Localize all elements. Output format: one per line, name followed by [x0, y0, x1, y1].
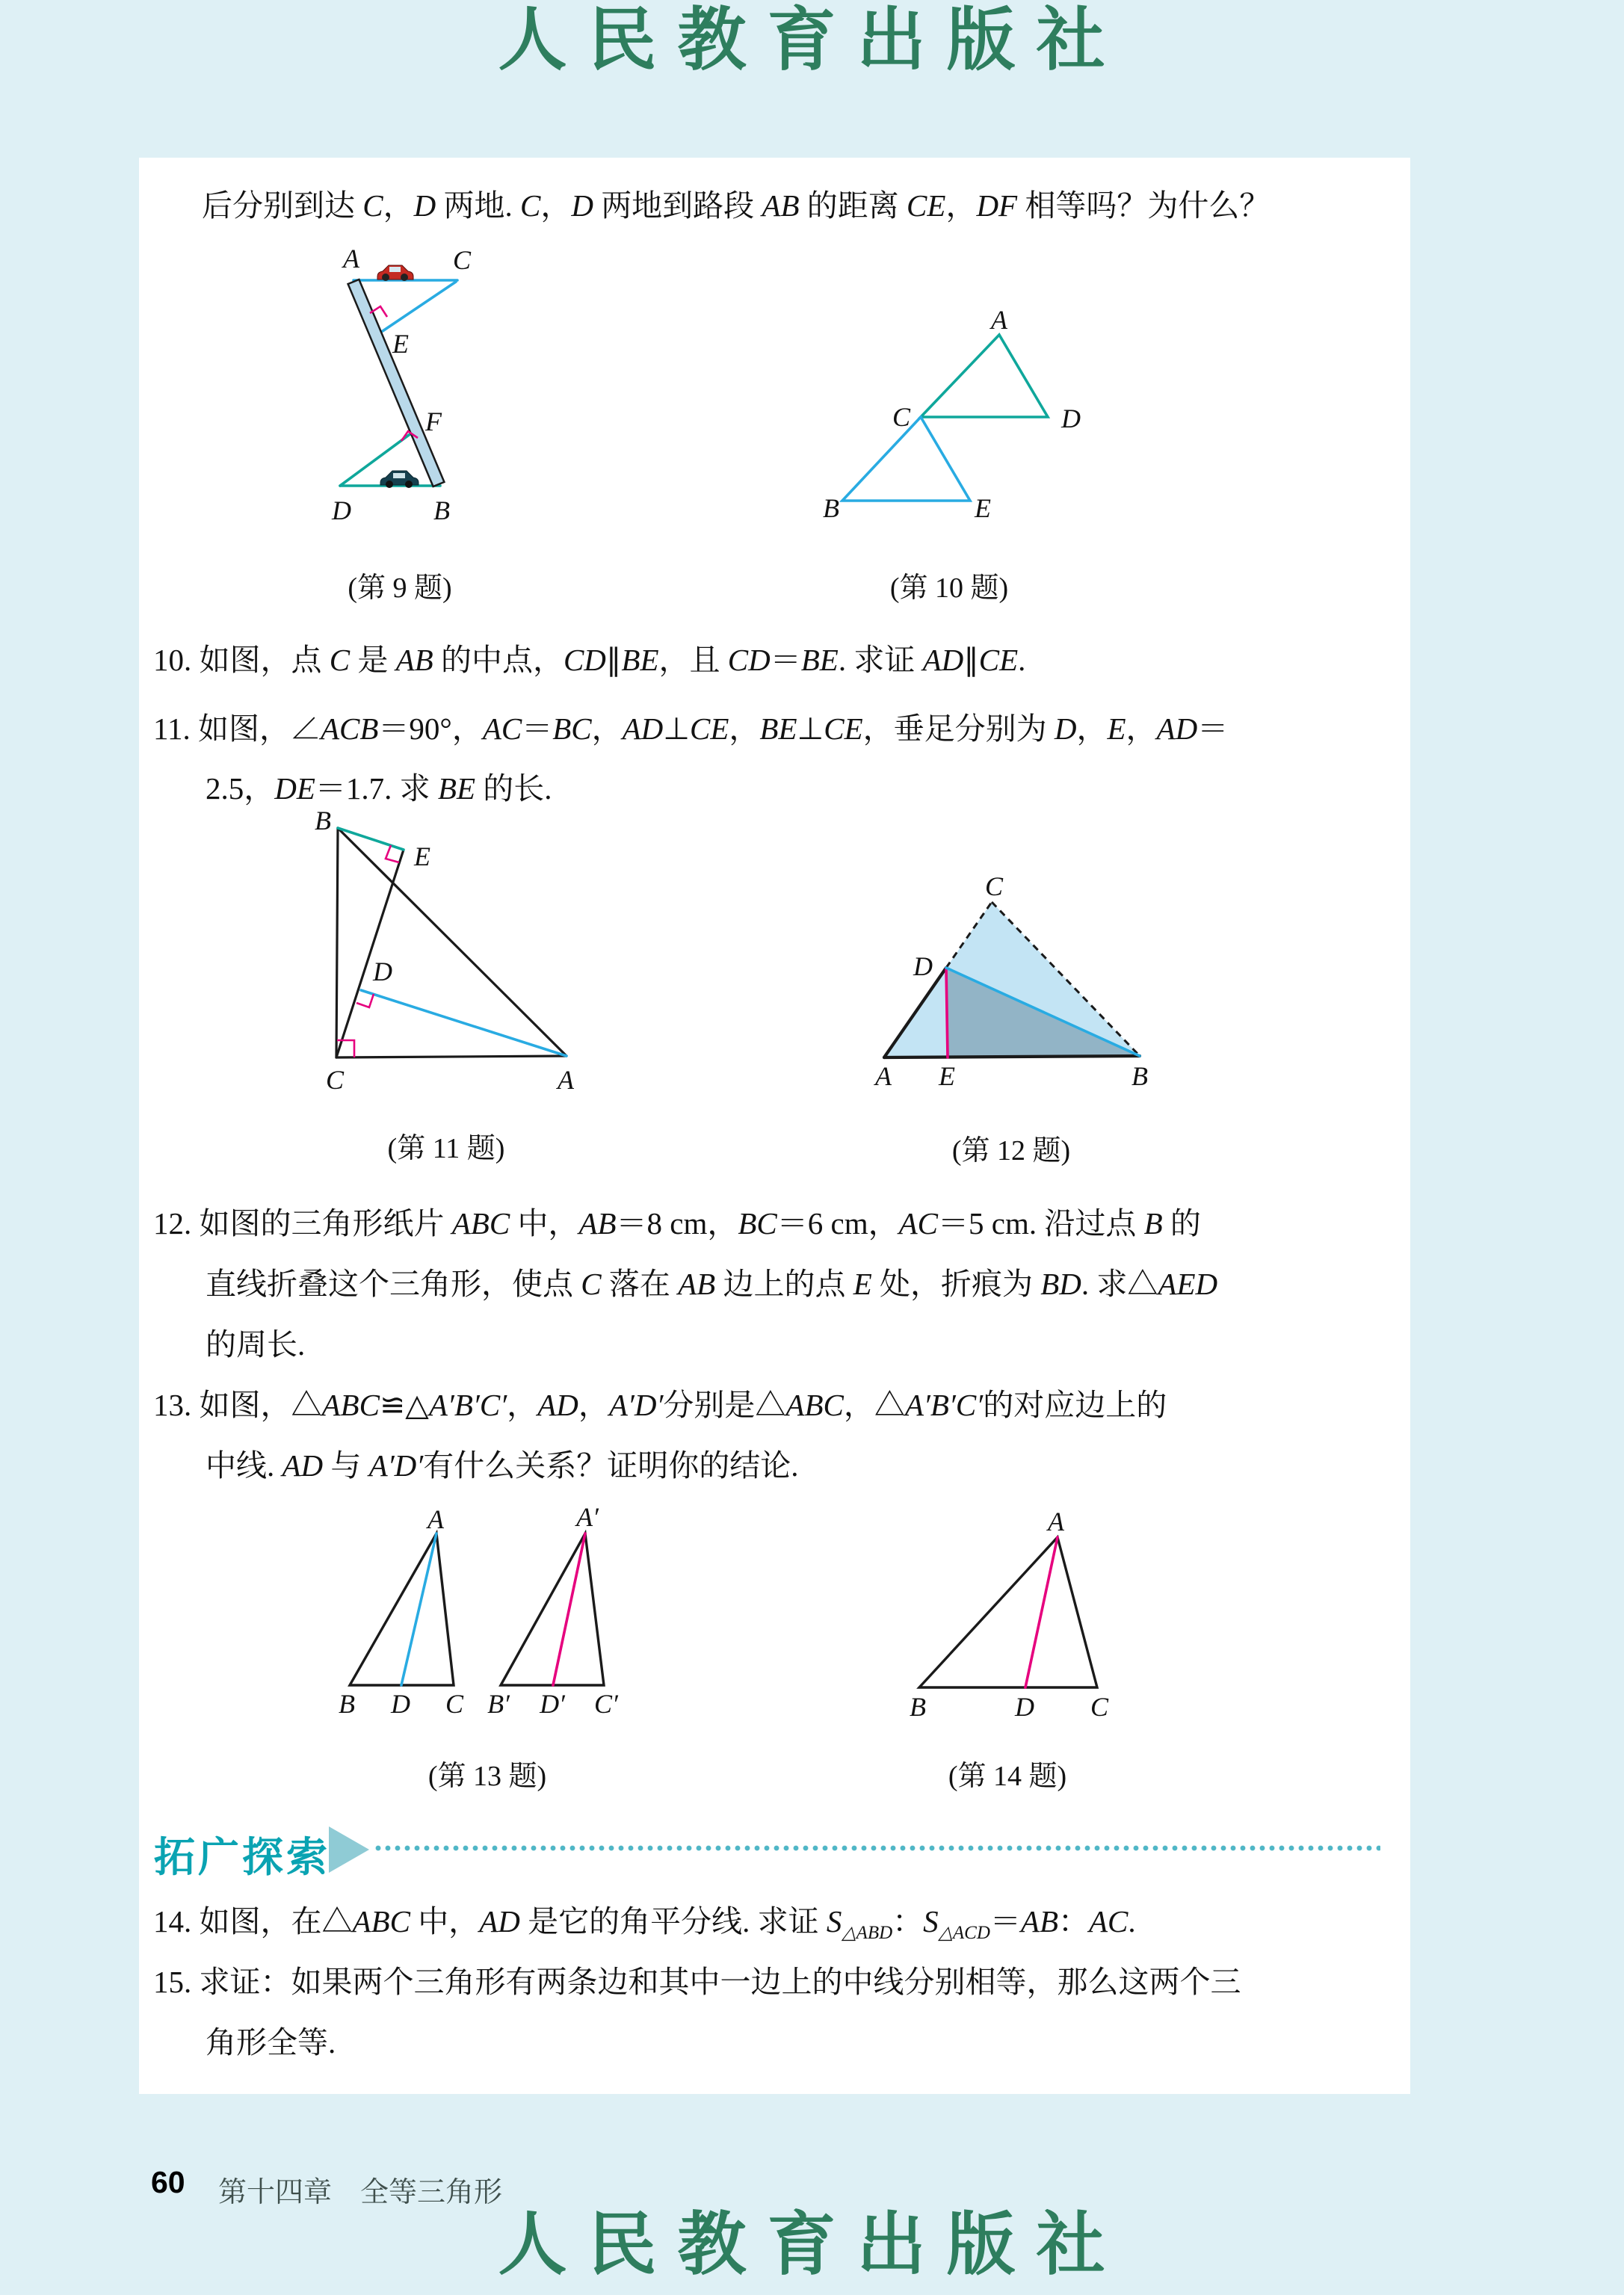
problem-13-text-1: 13. 如图，△ABC≌△A′B′C′，AD，A′D′分别是△ABC，△A′B′C′的对应边上的: [153, 1388, 1167, 1422]
vertex-label-C-prime: C′: [594, 1689, 618, 1719]
vertex-label-F: F: [425, 407, 442, 436]
segment-CA: [336, 1056, 566, 1057]
problem-13-text-2: 中线. AD 与 A′D′有什么关系？证明你的结论.: [206, 1448, 799, 1483]
problem-15-text-1: 15. 求证：如果两个三角形有两条边和其中一边上的中线分别相等，那么这两个三: [153, 1965, 1241, 1999]
segment-AB: [884, 1056, 1140, 1057]
segment-BA: [338, 828, 566, 1056]
vertex-label-A-prime: A′: [576, 1502, 599, 1532]
vertex-label-B: B: [910, 1692, 926, 1722]
bisector-AD: [1025, 1537, 1058, 1687]
segment-CE: [383, 282, 456, 331]
publisher-watermark-bottom: 人民教育出版社: [498, 2207, 1126, 2283]
section-title: 拓广探索: [154, 1834, 331, 1880]
segment-BC: [336, 828, 338, 1057]
vertex-label-D: D: [391, 1689, 410, 1719]
road-bar: [348, 279, 445, 487]
vertex-label-D: D: [1061, 404, 1081, 433]
figure-problem-9: [321, 244, 531, 531]
vertex-label-B: B: [1131, 1061, 1148, 1091]
vertex-label-A: A: [991, 305, 1007, 335]
chapter-title: 第十四章 全等三角形: [218, 2177, 503, 2208]
vertex-label-B: B: [315, 806, 331, 835]
vertex-label-A: A: [1048, 1507, 1064, 1536]
vertex-label-C: C: [1090, 1692, 1109, 1722]
figure-problem-10: [822, 305, 1091, 527]
triangle-ABC: [350, 1533, 454, 1685]
vertex-label-B: B: [339, 1689, 355, 1719]
segment-DE-crease: [946, 968, 948, 1057]
figure-10-caption: (第 10 题): [889, 572, 1009, 604]
vertex-label-A: A: [875, 1061, 892, 1091]
vertex-label-C: C: [452, 245, 472, 275]
problem-14-text: 14. 如图，在△ABC 中，AD 是它的角平分线. 求证 $S_{\triangle ABD}$：$S_{\triangle ACD}=AB$：AC.: [153, 1904, 1136, 1944]
vertex-label-C: C: [984, 871, 1004, 901]
figure-11-caption: (第 11 题): [387, 1133, 505, 1164]
figure-problem-11: [314, 806, 598, 1102]
median-AD: [401, 1533, 436, 1685]
vertex-label-D: D: [332, 495, 351, 525]
vertex-label-A: A: [558, 1065, 574, 1095]
problem-10-text: 10. 如图，点 C 是 AB 的中点，CD∥BE，且 CD＝BE. 求证 AD∥CE.: [153, 643, 1026, 677]
vertex-label-B-prime: B′: [487, 1689, 510, 1719]
vertex-label-B: B: [823, 493, 839, 523]
problem-11-text-1: 11. 如图，∠ACB＝90°，AC＝BC，AD⊥CE，BE⊥CE，垂足分别为 D，E，AD＝: [153, 711, 1229, 746]
vertex-label-C: C: [325, 1065, 345, 1095]
figure-problem-12: [867, 871, 1181, 1095]
intro-text: 后分别到达 C，D 两地. C，D 两地到路段 AB 的距离 CE，DF 相等吗？为什么？: [202, 188, 1271, 223]
right-angle-mark-D: [356, 994, 374, 1007]
triangle-ACD: [921, 335, 1048, 417]
section-arrow-icon: [329, 1826, 369, 1873]
triangle-ABC: [919, 1537, 1097, 1687]
problem-12-text-2: 直线折叠这个三角形，使点 C 落在 AB 边上的点 E 处，折痕为 BD. 求△AED: [206, 1267, 1218, 1301]
vertex-label-D: D: [913, 951, 933, 981]
page-number: 60: [151, 2165, 185, 2199]
triangle-ApBpCp: [501, 1533, 604, 1685]
figure-problem-14: [897, 1506, 1136, 1723]
vertex-label-C: C: [445, 1689, 464, 1719]
problem-15-text-2: 角形全等.: [206, 2025, 336, 2060]
vertex-label-E: E: [392, 329, 409, 359]
vertex-label-D: D: [1015, 1692, 1034, 1722]
section-dotted-rule: [375, 1844, 1380, 1852]
publisher-watermark-top: 人民教育出版社: [498, 2, 1126, 78]
figure-13-caption: (第 13 题): [427, 1761, 547, 1792]
figure-14-caption: (第 14 题): [948, 1761, 1067, 1792]
figure-12-caption: (第 12 题): [951, 1135, 1071, 1167]
vertex-label-C: C: [892, 402, 910, 432]
figure-problem-13: [329, 1502, 628, 1723]
problem-12-text-3: 的周长.: [206, 1327, 306, 1362]
vertex-label-E: E: [975, 493, 991, 523]
segment-CE: [336, 850, 404, 1057]
problem-11-text-2: 2.5，DE＝1.7. 求 BE 的长.: [206, 771, 552, 806]
vertex-label-B: B: [433, 495, 450, 525]
vertex-label-A: A: [343, 244, 359, 274]
vertex-label-D: D: [373, 957, 392, 986]
vertex-label-E: E: [939, 1061, 955, 1091]
segment-AD: [361, 990, 566, 1056]
vertex-label-A: A: [427, 1504, 444, 1534]
vertex-label-D-prime: D′: [540, 1689, 565, 1719]
figure-9-caption: (第 9 题): [348, 572, 452, 604]
median-ApDp: [553, 1533, 585, 1685]
problem-12-text-1: 12. 如图的三角形纸片 ABC 中，AB＝8 cm，BC＝6 cm，AC＝5 cm. 沿过点 B 的: [153, 1206, 1201, 1241]
red-car-icon: [377, 265, 413, 281]
vertex-label-E: E: [414, 841, 430, 871]
